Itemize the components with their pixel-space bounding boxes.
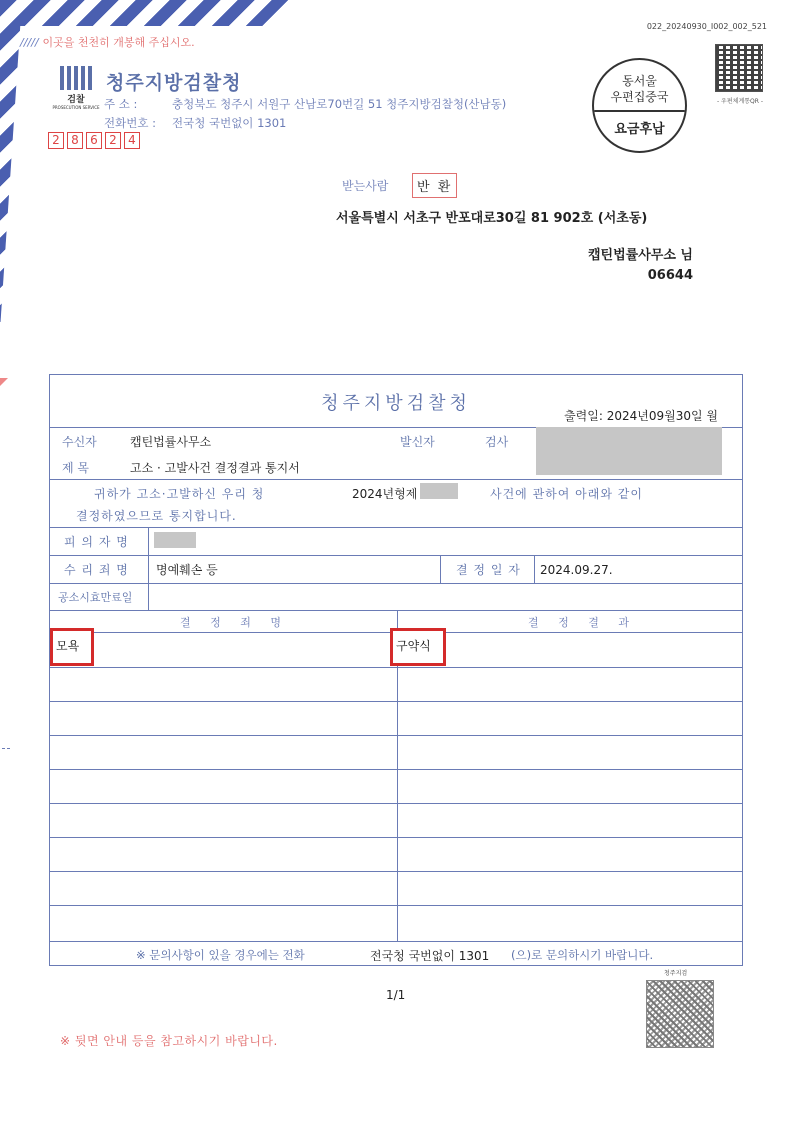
open-warning xyxy=(20,34,195,50)
stamp-line1: 동서울 xyxy=(622,74,657,88)
form-title: 청주지방검찰청 xyxy=(321,393,471,414)
col-divider xyxy=(440,555,441,583)
sender-name: 청주지방검찰청 xyxy=(106,72,242,94)
notice-sentence-part2: 사건에 관하여 아래와 같이 xyxy=(490,487,643,501)
postal-qr-caption: - 우편체계통QR - xyxy=(716,98,764,105)
bottom-qr-icon xyxy=(646,980,714,1048)
logo-en-text: PROSECUTION SERVICE xyxy=(52,105,100,110)
footer-note-part1: ※ 문의사항이 있을 경우에는 전화 xyxy=(136,948,305,962)
back-page-warning: ※ 뒷면 안내 등을 참고하시기 바랍니다. xyxy=(60,1034,278,1048)
notice-sentence-line2: 결정하였으므로 통지합니다. xyxy=(76,509,237,523)
decision-charge-header: 결 정 죄 명 xyxy=(180,616,289,629)
serial-number: 022_20240930_I002_002_521 xyxy=(646,22,767,31)
row-divider xyxy=(50,479,742,480)
warning-slashes: ///// xyxy=(20,36,39,49)
statute-expiry-label: 공소시효만료일 xyxy=(58,591,133,604)
case-number: 2024년형제 xyxy=(352,487,418,501)
col-divider xyxy=(534,555,535,583)
decision-result-header: 결 정 결 과 xyxy=(528,616,637,629)
row-divider xyxy=(50,871,742,872)
logo-bars-icon xyxy=(52,66,100,90)
recipient-field-label: 수신자 xyxy=(62,435,97,449)
stamp-line2: 우편집중국 xyxy=(610,90,669,104)
decision-charge-value: 모욕 xyxy=(50,628,94,666)
row-divider xyxy=(50,555,742,556)
sender-address-label: 주 소 : xyxy=(104,97,138,111)
recipient-field-value: 캡틴법률사무소 xyxy=(130,435,212,449)
print-date: 출력일: 2024년09월30일 월 xyxy=(564,409,718,423)
subject-value: 고소 · 고발사건 결정결과 통지서 xyxy=(130,461,300,475)
zip-digit: 8 xyxy=(67,132,83,149)
row-divider xyxy=(50,837,742,838)
row-divider xyxy=(50,941,742,942)
row-divider xyxy=(50,701,742,702)
zip-digit: 4 xyxy=(124,132,140,149)
charge-label: 수 리 죄 명 xyxy=(64,563,129,577)
dash-mark xyxy=(2,748,10,749)
decision-date-value: 2024.09.27. xyxy=(540,563,613,577)
zip-digit: 2 xyxy=(48,132,64,149)
decision-result-value: 구약식 xyxy=(390,628,446,666)
row-divider xyxy=(50,610,742,611)
postal-qr-icon xyxy=(715,44,763,92)
redacted-suspect xyxy=(154,532,196,548)
subject-label: 제 목 xyxy=(62,461,89,475)
prosecution-logo xyxy=(52,66,100,110)
row-divider xyxy=(50,667,742,668)
zip-digit: 2 xyxy=(105,132,121,149)
sender-phone-label: 전화번호 : xyxy=(104,116,156,130)
postage-stamp xyxy=(592,58,687,153)
row-divider xyxy=(50,583,742,584)
decision-date-label: 결 정 일 자 xyxy=(456,563,521,577)
suspect-label: 피 의 자 명 xyxy=(64,535,129,549)
row-divider xyxy=(50,803,742,804)
stamp-divider xyxy=(594,110,685,112)
sender-phone: 전국청 국번없이 1301 xyxy=(172,116,287,130)
sender-phone-row xyxy=(104,115,286,131)
row-divider xyxy=(50,735,742,736)
bottom-qr-caption: 청주지검 xyxy=(664,970,688,977)
stamp-line3: 요금후납 xyxy=(614,122,665,137)
zip-digit: 6 xyxy=(86,132,102,149)
airmail-stripe-left xyxy=(0,0,22,330)
notice-sentence-part1: 귀하가 고소·고발하신 우리 청 xyxy=(94,487,265,501)
return-mark: 반 환 xyxy=(412,173,457,198)
recipient-name: 캡틴법률사무소 님 xyxy=(588,248,693,263)
logo-kr-text: 검찰 xyxy=(67,95,85,105)
footer-phone: 전국청 국번없이 1301 xyxy=(370,949,490,963)
decision-notice-form xyxy=(49,374,743,966)
sender-address-row xyxy=(104,96,506,112)
sender-address: 충청북도 청주시 서원구 산남로70번길 51 청주지방검찰청(산남동) xyxy=(172,97,507,111)
footer-note-part3: (으)로 문의하시기 바랍니다. xyxy=(511,948,654,962)
sender-field-label: 발신자 xyxy=(400,435,435,449)
sender-field-value: 검사 xyxy=(485,435,509,449)
row-divider xyxy=(50,769,742,770)
fold-mark xyxy=(0,378,8,386)
warning-text: 이곳을 천천히 개봉해 주십시오. xyxy=(42,36,195,49)
redacted-sender xyxy=(536,427,722,475)
page-number: 1/1 xyxy=(386,988,406,1002)
sender-zip xyxy=(48,132,140,149)
recipient-label: 받는사람 xyxy=(342,179,389,193)
row-divider xyxy=(50,527,742,528)
charge-value: 명예훼손 등 xyxy=(156,563,218,577)
redacted-case-number xyxy=(420,483,458,499)
airmail-stripe-top xyxy=(0,0,300,26)
row-divider xyxy=(50,905,742,906)
recipient-address: 서울특별시 서초구 반포대로30길 81 902호 (서초동) xyxy=(336,211,648,226)
col-divider xyxy=(148,527,149,610)
recipient-zip: 06644 xyxy=(647,268,693,283)
